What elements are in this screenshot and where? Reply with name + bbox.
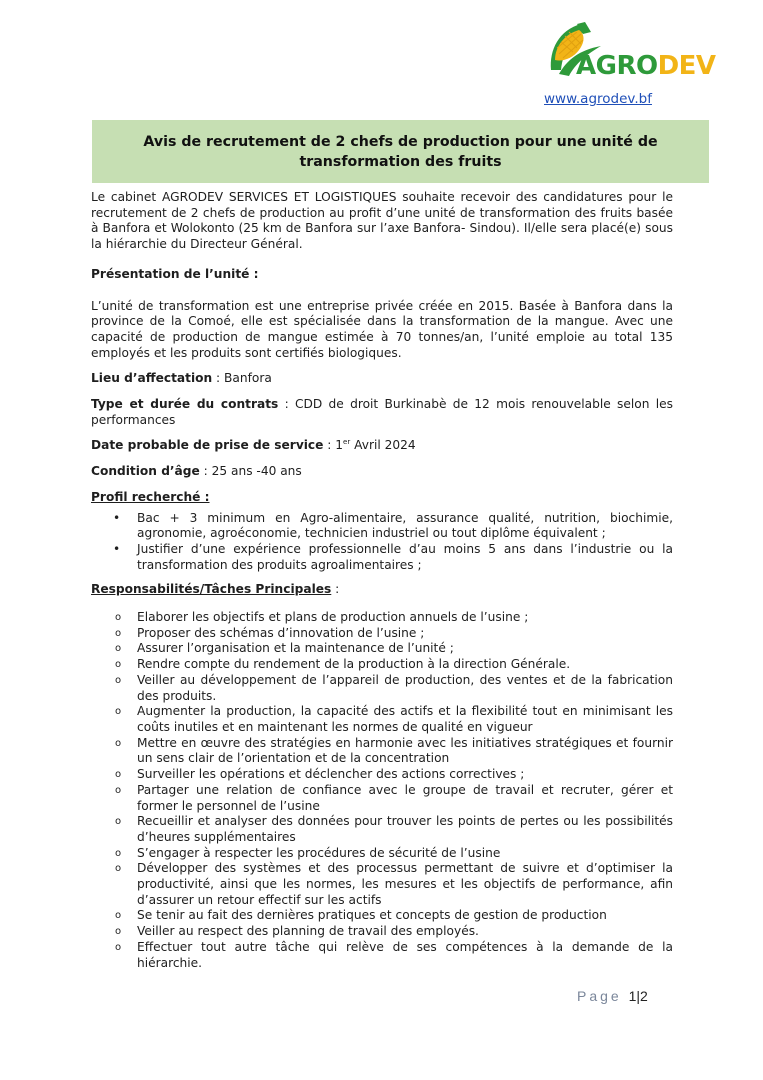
logo-dev-text: DEV — [657, 51, 716, 81]
circle-bullet-icon: o — [115, 674, 122, 686]
list-item-text: Proposer des schémas d’innovation de l’usine ; — [137, 625, 425, 640]
list-item-text: Rendre compte du rendement de la production à la direction Générale. — [137, 657, 571, 672]
circle-bullet-icon: o — [115, 910, 122, 922]
field-date-value: Avril 2024 — [350, 438, 416, 453]
circle-bullet-icon: o — [115, 659, 122, 671]
list-item — [91, 610, 673, 626]
field-age — [91, 464, 673, 480]
list-item-text: Assurer l’organisation et la maintenance de l’unité ; — [137, 641, 454, 656]
field-lieu — [91, 371, 673, 387]
list-item — [91, 704, 673, 735]
list-item — [91, 783, 673, 814]
list-item — [91, 673, 673, 704]
field-date-label: Date probable de prise de service — [91, 438, 324, 453]
page-separator: | — [636, 988, 641, 1004]
page-number — [577, 988, 648, 1004]
list-item — [91, 511, 673, 542]
list-item-text: Partager une relation de confiance avec le groupe de travail et recruter, gérer et former le personnel de l’usine — [137, 782, 673, 813]
circle-bullet-icon: o — [115, 706, 122, 718]
agrodev-logo — [543, 20, 716, 82]
field-contrat-label: Type et durée du contrats — [91, 397, 279, 412]
list-item — [91, 861, 673, 908]
website-link[interactable]: www.agrodev.bf — [544, 91, 652, 107]
list-item — [91, 626, 673, 642]
circle-bullet-icon: o — [115, 926, 122, 938]
logo-agro-text: AGRO — [576, 51, 658, 81]
logo-wordmark — [576, 52, 716, 80]
presentation-text: L’unité de transformation est une entreprise privée créée en 2015. Basée à Banfora dans la province de la Comoé, elle est spécialisée dans la transformation de la mangue. Avec une capacité de production de mangue estimée à 70 tonnes/an, l’unité emploie au total 135 employés et les produits sont certifiés biologiques. — [91, 298, 673, 360]
profil-heading: Profil recherché : — [91, 489, 210, 504]
list-item-text: Bac + 3 minimum en Agro-alimentaire, assurance qualité, nutrition, biochimie, agronomie, agroéconomie, technicien industriel ou tout diplôme équivalent ; — [137, 510, 673, 541]
list-item-text: Surveiller les opérations et déclencher des actions correctives ; — [137, 767, 525, 782]
field-lieu-label: Lieu d’affectation — [91, 371, 213, 386]
intro-paragraph: Le cabinet AGRODEV SERVICES ET LOGISTIQUES souhaite recevoir des candidatures pour le recrutement de 2 chefs de production au profit d’une unité de transformation des fruits basée à Banfora et Wolokonto (25 km de Banfora sur l’axe Banfora- Sindou). Il/elle sera placé(e) sous la hiérarchie du Directeur Général. — [91, 190, 673, 252]
document-body — [91, 190, 673, 971]
field-date-prefix: : 1 — [323, 438, 344, 453]
list-item-text: Veiller au développement de l’appareil de production, des ventes et de la fabrication des produits. — [137, 672, 673, 703]
circle-bullet-icon: o — [115, 769, 122, 781]
circle-bullet-icon: o — [115, 816, 122, 828]
page-total: 2 — [640, 988, 648, 1004]
list-item — [91, 736, 673, 767]
page-label: Page — [577, 988, 622, 1004]
bullet-icon: • — [113, 541, 121, 556]
list-item — [91, 846, 673, 862]
circle-bullet-icon: o — [115, 737, 122, 749]
page-current: 1 — [628, 988, 637, 1004]
list-item-text: Mettre en œuvre des stratégies en harmonie avec les initiatives stratégiques et fournir un sens clair de l’orientation et de la concentration — [137, 735, 673, 766]
field-date — [91, 438, 673, 454]
list-item — [91, 814, 673, 845]
circle-bullet-icon: o — [115, 612, 122, 624]
responsabilites-heading: Responsabilités/Tâches Principales — [91, 582, 332, 597]
field-contrat-value: : CDD de droit Burkinabè de 12 mois renouvelable selon les performances — [91, 397, 673, 427]
bullet-icon: • — [113, 510, 121, 525]
circle-bullet-icon: o — [115, 784, 122, 796]
field-age-value: : 25 ans -40 ans — [199, 464, 302, 479]
list-item-text: Effectuer tout autre tâche qui relève de ses compétences à la demande de la hiérarchie. — [137, 939, 673, 970]
list-item — [91, 657, 673, 673]
list-item — [91, 542, 673, 573]
field-lieu-value: : Banfora — [212, 371, 272, 386]
list-item-text: Justifier d’une expérience professionnelle d’au moins 5 ans dans l’industrie ou la transformation des produits agroalimentaires ; — [137, 541, 673, 572]
heading-colon: : — [331, 582, 340, 597]
list-item-text: Augmenter la production, la capacité des actifs et la flexibilité tout en minimisant les coûts inutiles et en maintenant les normes de qualité en vigueur — [137, 704, 673, 734]
circle-bullet-icon: o — [115, 863, 122, 875]
list-item-text: S’engager à respecter les procédures de sécurité de l’usine — [137, 845, 501, 860]
title-banner — [92, 120, 709, 183]
list-item — [91, 767, 673, 783]
field-contrat — [91, 397, 673, 428]
circle-bullet-icon: o — [115, 941, 122, 953]
document-title: Avis de recrutement de 2 chefs de production pour une unité de transformation des fruits — [143, 133, 658, 170]
field-age-label: Condition d’âge — [91, 464, 200, 479]
list-item — [91, 641, 673, 657]
list-item-text: Se tenir au fait des dernières pratiques et concepts de gestion de production — [137, 908, 607, 923]
responsabilites-heading-line — [91, 582, 673, 598]
circle-bullet-icon: o — [115, 847, 122, 859]
presentation-heading: Présentation de l’unité : — [91, 266, 259, 281]
list-item-text: Recueillir et analyser des données pour trouver les points de pertes ou les possibilités d’heures supplémentaires — [137, 814, 673, 844]
circle-bullet-icon: o — [115, 643, 122, 655]
circle-bullet-icon: o — [115, 627, 122, 639]
list-item-text: Elaborer les objectifs et plans de production annuels de l’usine ; — [137, 610, 529, 625]
list-item-text: Développer des systèmes et des processus permettant de suivre et d’optimiser la productivité, ainsi que les normes, les mesures et les objectifs de performance, afin d’assurer un retour effectif sur les actifs — [137, 861, 673, 907]
responsabilites-list — [91, 610, 673, 971]
list-item — [91, 908, 673, 924]
list-item-text: Veiller au respect des planning de travail des employés. — [137, 924, 479, 939]
field-date-sup: er — [343, 438, 351, 447]
list-item — [91, 940, 673, 971]
profil-list — [91, 511, 673, 574]
list-item — [91, 924, 673, 940]
